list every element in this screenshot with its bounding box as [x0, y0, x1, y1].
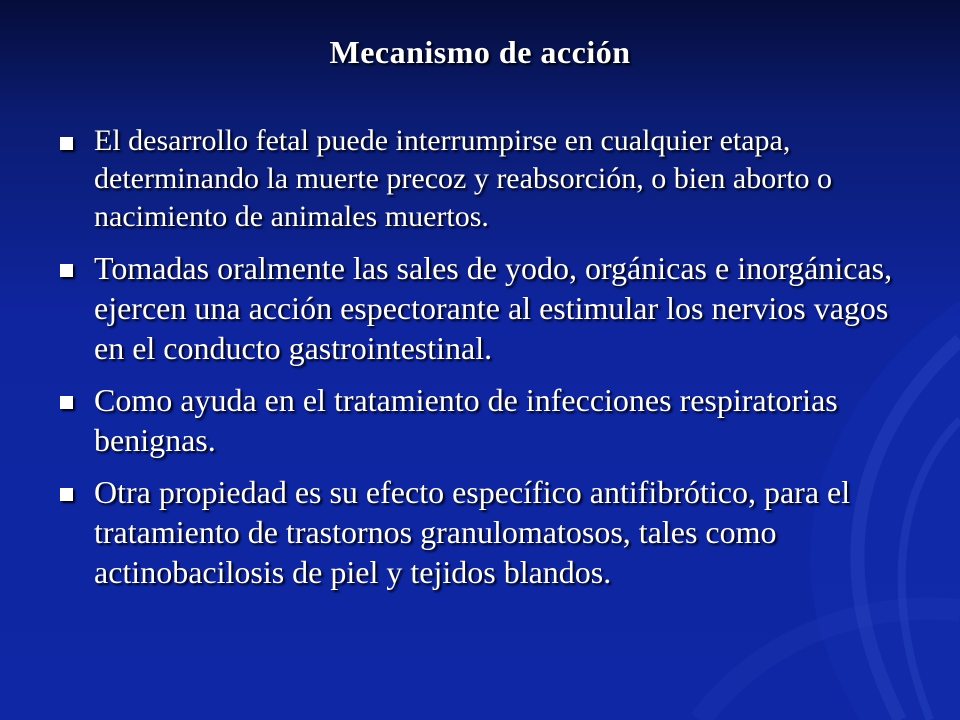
bullet-item — [60, 472, 900, 592]
bullet-list — [60, 122, 900, 604]
square-bullet-icon — [60, 396, 73, 409]
square-bullet-icon — [60, 488, 73, 501]
bullet-text: Como ayuda en el tratamiento de infecciones respiratorias benignas. — [94, 382, 838, 458]
bullet-item — [60, 122, 900, 236]
bullet-text: El desarrollo fetal puede interrumpirse en cualquier etapa, determinando la muerte precoz y reabsorción, o bien aborto o nacimiento de animales muertos. — [94, 124, 833, 233]
square-bullet-icon — [60, 264, 73, 277]
bullet-item — [60, 380, 900, 460]
bullet-item — [60, 248, 900, 368]
square-bullet-icon — [60, 137, 73, 150]
slide-title: Mecanismo de acción — [329, 34, 631, 70]
bullet-text: Tomadas oralmente las sales de yodo, orgánicas e inorgánicas, ejercen una acción espectorante al estimular los nervios vagos en el conducto gastrointestinal. — [94, 250, 893, 366]
bullet-text: Otra propiedad es su efecto específico antifibrótico, para el tratamiento de trastornos granulomatosos, tales como actinobacilosis de piel y tejidos blandos. — [94, 474, 851, 590]
